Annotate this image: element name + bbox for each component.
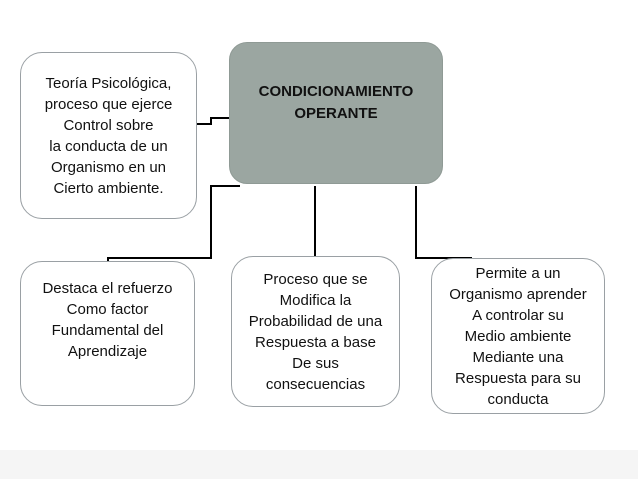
reinforcement-box xyxy=(20,261,195,406)
connector-definition xyxy=(197,118,233,124)
learning-text: Permite a un Organismo aprender A controlar su Medio ambiente Mediante una Respuesta para su conducta xyxy=(449,264,587,408)
connector-learning xyxy=(416,186,472,258)
process-text: Proceso que se Modifica la Probabilidad de una Respuesta a base De sus consecuencias xyxy=(248,270,383,393)
central-concept-label: CONDICIONAMIENTO OPERANTE xyxy=(258,83,414,122)
learning-box xyxy=(431,258,605,414)
process-box xyxy=(231,256,400,407)
definition-box xyxy=(20,52,197,219)
definition-text: Teoría Psicológica, proceso que ejerce Control sobre la conducta de un Organismo en un Cierto ambiente. xyxy=(44,74,173,197)
reinforcement-text: Destaca el refuerzo Como factor Fundamental del Aprendizaje xyxy=(42,280,173,360)
central-concept-box xyxy=(229,42,443,184)
